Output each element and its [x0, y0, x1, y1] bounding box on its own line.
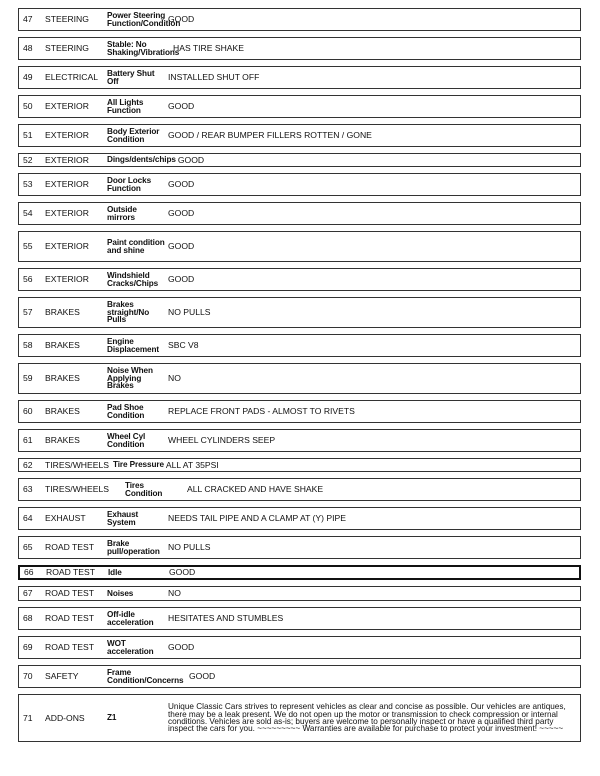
- row-category: EXTERIOR: [45, 241, 89, 252]
- row-value: ALL AT 35PSI: [165, 459, 219, 470]
- inspection-row-63: [18, 478, 581, 501]
- row-item: Windshield Cracks/Chips: [107, 270, 159, 288]
- row-number: 69: [23, 642, 33, 653]
- row-number: 71: [23, 712, 33, 723]
- row-category: ROAD TEST: [45, 613, 95, 624]
- row-number: 65: [23, 542, 33, 553]
- row-value: INSTALLED SHUT OFF: [168, 72, 260, 83]
- row-value: GOOD: [168, 14, 195, 25]
- row-category: EXTERIOR: [45, 179, 89, 190]
- row-value: GOOD: [169, 567, 196, 578]
- inspection-row-53: [18, 173, 581, 196]
- row-number: 60: [23, 406, 33, 417]
- row-category: BRAKES: [45, 406, 80, 417]
- row-item: Wheel Cyl Condition: [107, 431, 146, 449]
- row-item: Dings/dents/chips: [107, 155, 176, 165]
- row-number: 59: [23, 373, 33, 384]
- row-item: Exhaust System: [107, 509, 139, 527]
- row-item: Pad Shoe Condition: [107, 402, 145, 420]
- row-item: Tire Pressure: [113, 460, 164, 470]
- row-number: 52: [23, 154, 33, 165]
- row-item: Door Locks Function: [107, 175, 152, 193]
- row-item: Brake pull/operation: [107, 538, 160, 556]
- row-value: NO PULLS: [168, 542, 211, 553]
- row-number: 67: [23, 588, 33, 599]
- row-value: GOOD: [177, 154, 205, 165]
- row-value: NO PULLS: [168, 307, 211, 318]
- row-value: GOOD: [189, 671, 216, 682]
- row-item: Paint condition and shine: [107, 237, 165, 255]
- inspection-row-65: [18, 536, 581, 559]
- row-category: TIRES/WHEELS: [45, 459, 109, 470]
- inspection-row-64: [18, 507, 581, 530]
- row-category: STEERING: [45, 43, 89, 54]
- inspection-row-47: [18, 8, 581, 31]
- inspection-row-58: [18, 334, 581, 357]
- row-value: ALL CRACKED AND HAVE SHAKE: [187, 484, 324, 495]
- row-number: 57: [23, 307, 33, 318]
- row-value: GOOD: [168, 642, 195, 653]
- row-category: ROAD TEST: [46, 567, 96, 578]
- row-item: Idle: [108, 567, 122, 577]
- row-item: Z1: [107, 713, 117, 723]
- row-number: 49: [23, 72, 33, 83]
- row-number: 55: [23, 241, 33, 252]
- row-value: NO: [168, 588, 181, 599]
- inspection-row-55: [18, 231, 581, 262]
- row-number: 56: [23, 274, 33, 285]
- inspection-row-50: [18, 95, 581, 118]
- inspection-row-49: [18, 66, 581, 89]
- inspection-row-70: [18, 665, 581, 688]
- row-item: Body Exterior Condition: [107, 126, 160, 144]
- row-category: EXTERIOR: [45, 130, 89, 141]
- row-number: 61: [23, 435, 33, 446]
- row-value: GOOD: [168, 241, 195, 252]
- inspection-row-51: [18, 124, 581, 147]
- inspection-row-62: [18, 458, 581, 472]
- row-category: EXHAUST: [45, 513, 86, 524]
- row-number: 64: [23, 513, 33, 524]
- row-category: ROAD TEST: [45, 642, 95, 653]
- row-item: WOT acceleration: [107, 638, 154, 656]
- row-category: TIRES/WHEELS: [45, 484, 109, 495]
- row-item: Stable: No Shaking/Vibrations: [107, 39, 180, 57]
- row-category: BRAKES: [45, 340, 80, 351]
- row-category: EXTERIOR: [45, 101, 89, 112]
- inspection-row-48: [18, 37, 581, 60]
- row-disclaimer: Unique Classic Cars strives to represent vehicles as clear and concise as possible. Our vehicles are antiques, there may be a leak present. We do not open up the motor or transmission to check compression or internal conditions. Vehicles are sold as-is; buyers are welcome to personally inspect or have a qualified third party inspect the cars for you. ~~~~~~~~~ Warranties are available for purchase to protect your investment! ~~~~~: [168, 702, 566, 734]
- row-category: ADD-ONS: [45, 712, 85, 723]
- row-number: 66: [24, 567, 34, 578]
- row-category: EXTERIOR: [45, 154, 89, 165]
- row-number: 50: [23, 101, 33, 112]
- row-category: BRAKES: [45, 307, 80, 318]
- row-value: GOOD / REAR BUMPER FILLERS ROTTEN / GONE: [168, 130, 372, 141]
- row-category: BRAKES: [45, 435, 80, 446]
- inspection-row-52: [18, 153, 581, 167]
- row-value: SBC V8: [168, 340, 199, 351]
- inspection-row-54: [18, 202, 581, 225]
- row-category: STEERING: [45, 14, 89, 25]
- row-item: Off-idle acceleration: [107, 609, 154, 627]
- inspection-row-69: [18, 636, 581, 659]
- row-value: REPLACE FRONT PADS - ALMOST TO RIVETS: [168, 406, 355, 417]
- inspection-row-60: [18, 400, 581, 423]
- row-category: ROAD TEST: [45, 588, 95, 599]
- row-category: EXTERIOR: [45, 274, 89, 285]
- row-value: NEEDS TAIL PIPE AND A CLAMP AT (Y) PIPE: [168, 513, 346, 524]
- row-number: 58: [23, 340, 33, 351]
- inspection-row-56: [18, 268, 581, 291]
- row-value: HESITATES AND STUMBLES: [168, 613, 284, 624]
- row-number: 68: [23, 613, 33, 624]
- row-value: GOOD: [168, 274, 195, 285]
- row-item: All Lights Function: [107, 97, 144, 115]
- row-item: Frame Condition/Concerns: [107, 667, 184, 685]
- inspection-row-57: [18, 297, 581, 328]
- row-number: 47: [23, 14, 33, 25]
- row-value: GOOD: [168, 179, 195, 190]
- row-item: Brakes straight/No Pulls: [107, 300, 150, 325]
- row-number: 63: [23, 484, 33, 495]
- row-category: ELECTRICAL: [45, 72, 99, 83]
- row-number: 48: [23, 43, 33, 54]
- row-number: 54: [23, 208, 33, 219]
- row-number: 53: [23, 179, 33, 190]
- row-item: Noises: [107, 588, 134, 598]
- inspection-row-59: [18, 363, 581, 394]
- inspection-row-61: [18, 429, 581, 452]
- row-item: Tires Condition: [125, 480, 163, 498]
- inspection-row-71: [18, 694, 581, 742]
- row-item: Power Steering Function/Condition: [107, 10, 181, 28]
- row-value: GOOD: [168, 101, 195, 112]
- row-item: Noise When Applying Brakes: [107, 366, 153, 391]
- inspection-row-67: [18, 586, 581, 601]
- row-category: BRAKES: [45, 373, 80, 384]
- row-item: Battery Shut Off: [107, 68, 155, 86]
- inspection-row-68: [18, 607, 581, 630]
- row-item: Engine Displacement: [107, 336, 160, 354]
- row-value: NO: [168, 373, 181, 384]
- row-number: 51: [23, 130, 33, 141]
- row-item: Outside mirrors: [107, 204, 137, 222]
- row-number: 70: [23, 671, 33, 682]
- row-number: 62: [23, 459, 33, 470]
- row-value: GOOD: [168, 208, 195, 219]
- row-category: ROAD TEST: [45, 542, 95, 553]
- inspection-row-66: [18, 565, 581, 580]
- row-value: WHEEL CYLINDERS SEEP: [168, 435, 276, 446]
- row-value: HAS TIRE SHAKE: [173, 43, 244, 54]
- inspection-sheet: [18, 8, 581, 748]
- row-category: SAFETY: [45, 671, 79, 682]
- row-category: EXTERIOR: [45, 208, 89, 219]
